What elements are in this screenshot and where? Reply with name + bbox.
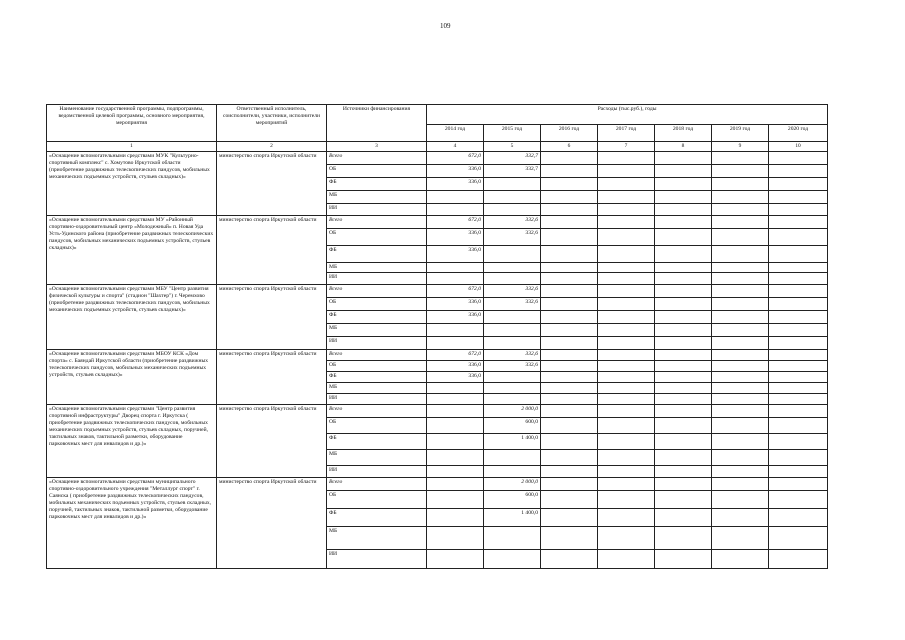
amount-cell-2014 xyxy=(427,417,484,433)
amount-cell-empty xyxy=(541,310,598,323)
amount-cell-empty xyxy=(541,526,598,549)
amount-cell-empty xyxy=(541,360,598,371)
amount-cell-empty xyxy=(712,203,769,215)
funding-source: ИИ xyxy=(327,393,427,404)
amount-cell-empty xyxy=(655,228,712,245)
amount-cell-2014 xyxy=(427,465,484,477)
amount-cell-empty xyxy=(598,203,655,215)
funding-source: ФБ xyxy=(327,508,427,526)
amount-cell-2015: 600,0 xyxy=(484,417,541,433)
amount-cell-2015: 1 400,0 xyxy=(484,508,541,526)
amount-cell-empty xyxy=(541,151,598,164)
amount-cell-2015 xyxy=(484,526,541,549)
table-row xyxy=(47,349,828,360)
page-number: 109 xyxy=(440,22,451,30)
column-index: 5 xyxy=(484,142,541,152)
amount-cell-empty xyxy=(598,404,655,417)
table-row xyxy=(47,151,828,164)
amount-cell-empty xyxy=(598,228,655,245)
funding-source: МБ xyxy=(327,190,427,203)
amount-cell-empty xyxy=(655,262,712,272)
header-year: 2014 год xyxy=(427,125,484,142)
funding-source: ФБ xyxy=(327,245,427,262)
amount-cell-empty xyxy=(655,433,712,449)
amount-cell-empty xyxy=(655,323,712,336)
amount-cell-empty xyxy=(712,433,769,449)
amount-cell-empty xyxy=(655,382,712,393)
amount-cell-empty xyxy=(712,404,769,417)
measure-name: «Оснащение вспомогательными средствами МБОУ КСК «Дом спорта» с. Баяндай Иркутской области (приобретение раздвижных телескопических пандусов, мобильных механических подъемных устройств, стульев складных)» xyxy=(47,349,217,404)
table-row xyxy=(47,477,828,490)
column-index: 9 xyxy=(712,142,769,152)
amount-cell-empty xyxy=(769,228,828,245)
amount-cell-2014: 672,0 xyxy=(427,284,484,297)
amount-cell-empty xyxy=(598,449,655,465)
amount-cell-empty xyxy=(769,490,828,508)
amount-cell-2014 xyxy=(427,272,484,284)
amount-cell-empty xyxy=(769,151,828,164)
amount-cell-empty xyxy=(598,393,655,404)
amount-cell-empty xyxy=(769,349,828,360)
table-row xyxy=(47,284,828,297)
amount-cell-2014 xyxy=(427,549,484,568)
amount-cell-2014 xyxy=(427,404,484,417)
funding-source: МБ xyxy=(327,526,427,549)
amount-cell-2015 xyxy=(484,549,541,568)
funding-source: ФБ xyxy=(327,310,427,323)
amount-cell-2015: 332,6 xyxy=(484,284,541,297)
amount-cell-empty xyxy=(712,336,769,349)
amount-cell-empty xyxy=(769,404,828,417)
amount-cell-empty xyxy=(541,297,598,310)
amount-cell-empty xyxy=(655,284,712,297)
amount-cell-empty xyxy=(769,360,828,371)
amount-cell-empty xyxy=(712,349,769,360)
amount-cell-empty xyxy=(712,215,769,228)
amount-cell-2015: 600,0 xyxy=(484,490,541,508)
amount-cell-empty xyxy=(712,190,769,203)
amount-cell-empty xyxy=(598,297,655,310)
amount-cell-2014 xyxy=(427,433,484,449)
amount-cell-empty xyxy=(598,151,655,164)
amount-cell-empty xyxy=(541,228,598,245)
amount-cell-2014: 336,0 xyxy=(427,245,484,262)
amount-cell-empty xyxy=(769,433,828,449)
amount-cell-2014 xyxy=(427,382,484,393)
column-index: 3 xyxy=(327,142,427,152)
amount-cell-empty xyxy=(712,360,769,371)
header-year: 2015 год xyxy=(484,125,541,142)
amount-cell-2014: 672,0 xyxy=(427,349,484,360)
amount-cell-empty xyxy=(655,549,712,568)
amount-cell-empty xyxy=(598,433,655,449)
funding-source: ОБ xyxy=(327,164,427,177)
amount-cell-2015: 2 000,0 xyxy=(484,404,541,417)
amount-cell-empty xyxy=(655,526,712,549)
amount-cell-empty xyxy=(541,203,598,215)
funding-source: ИИ xyxy=(327,465,427,477)
amount-cell-2015: 332,6 xyxy=(484,215,541,228)
amount-cell-2015: 1 400,0 xyxy=(484,433,541,449)
amount-cell-2015: 332,7 xyxy=(484,164,541,177)
amount-cell-empty xyxy=(769,508,828,526)
amount-cell-empty xyxy=(769,215,828,228)
amount-cell-2014: 336,0 xyxy=(427,360,484,371)
header-year: 2017 год xyxy=(598,125,655,142)
amount-cell-empty xyxy=(598,549,655,568)
amount-cell-2014: 336,0 xyxy=(427,164,484,177)
column-index: 1 xyxy=(47,142,217,152)
amount-cell-empty xyxy=(541,371,598,382)
amount-cell-2014 xyxy=(427,490,484,508)
amount-cell-empty xyxy=(541,549,598,568)
amount-cell-empty xyxy=(712,323,769,336)
funding-source: ИИ xyxy=(327,203,427,215)
amount-cell-2015 xyxy=(484,245,541,262)
amount-cell-empty xyxy=(769,284,828,297)
amount-cell-empty xyxy=(712,382,769,393)
amount-cell-empty xyxy=(655,215,712,228)
amount-cell-empty xyxy=(541,382,598,393)
header-year: 2020 год xyxy=(769,125,828,142)
amount-cell-empty xyxy=(769,164,828,177)
amount-cell-2015 xyxy=(484,323,541,336)
amount-cell-empty xyxy=(769,323,828,336)
funding-source: ОБ xyxy=(327,228,427,245)
amount-cell-empty xyxy=(769,393,828,404)
responsible-executor: министерство спорта Иркутской области xyxy=(217,477,327,568)
amount-cell-empty xyxy=(541,404,598,417)
header-year: 2016 год xyxy=(541,125,598,142)
funding-source: МБ xyxy=(327,382,427,393)
amount-cell-2015 xyxy=(484,203,541,215)
column-index: 10 xyxy=(769,142,828,152)
amount-cell-2014 xyxy=(427,526,484,549)
amount-cell-empty xyxy=(541,349,598,360)
amount-cell-empty xyxy=(712,262,769,272)
amount-cell-empty xyxy=(712,371,769,382)
header-name: Наименование государственной программы, подпрограммы, ведомственной целевой программы, основного мероприятия, мероприятия xyxy=(47,105,217,142)
amount-cell-empty xyxy=(541,190,598,203)
amount-cell-empty xyxy=(598,360,655,371)
amount-cell-empty xyxy=(598,177,655,190)
amount-cell-empty xyxy=(655,272,712,284)
amount-cell-2015 xyxy=(484,177,541,190)
amount-cell-empty xyxy=(541,284,598,297)
header-year: 2019 год xyxy=(712,125,769,142)
amount-cell-empty xyxy=(712,297,769,310)
amount-cell-empty xyxy=(541,336,598,349)
amount-cell-2014 xyxy=(427,262,484,272)
amount-cell-empty xyxy=(769,336,828,349)
amount-cell-empty xyxy=(712,164,769,177)
amount-cell-2014: 336,0 xyxy=(427,310,484,323)
expenses-table xyxy=(46,104,828,569)
amount-cell-empty xyxy=(769,245,828,262)
amount-cell-2014: 672,0 xyxy=(427,151,484,164)
funding-source: Всего xyxy=(327,404,427,417)
amount-cell-empty xyxy=(712,549,769,568)
amount-cell-empty xyxy=(655,177,712,190)
amount-cell-empty xyxy=(598,490,655,508)
amount-cell-2014: 336,0 xyxy=(427,228,484,245)
amount-cell-empty xyxy=(598,215,655,228)
amount-cell-empty xyxy=(712,310,769,323)
responsible-executor: министерство спорта Иркутской области xyxy=(217,404,327,477)
amount-cell-empty xyxy=(655,371,712,382)
amount-cell-empty xyxy=(541,272,598,284)
responsible-executor: министерство спорта Иркутской области xyxy=(217,215,327,284)
table-row xyxy=(47,215,828,228)
amount-cell-empty xyxy=(655,349,712,360)
funding-source: ИИ xyxy=(327,272,427,284)
column-index: 2 xyxy=(217,142,327,152)
amount-cell-empty xyxy=(712,490,769,508)
amount-cell-2015: 332,6 xyxy=(484,349,541,360)
amount-cell-2014: 336,0 xyxy=(427,297,484,310)
amount-cell-2014: 336,0 xyxy=(427,371,484,382)
funding-source: МБ xyxy=(327,449,427,465)
table-row xyxy=(47,404,828,417)
measure-name: «Оснащение вспомогательными средствами МУ «Районный спортивно-оздоровительный центр «Молодежный» п. Новая Уда Усть-Удинского района (приобретение раздвижных телескопических пандусов, мобильных механических подъемных устройств, стульев складных)» xyxy=(47,215,217,284)
amount-cell-empty xyxy=(769,297,828,310)
amount-cell-empty xyxy=(541,433,598,449)
amount-cell-empty xyxy=(541,215,598,228)
amount-cell-empty xyxy=(655,404,712,417)
amount-cell-empty xyxy=(541,262,598,272)
funding-source: Всего xyxy=(327,151,427,164)
amount-cell-empty xyxy=(655,151,712,164)
amount-cell-empty xyxy=(655,393,712,404)
header-expenses: Расходы (тыс.руб.), годы xyxy=(427,105,828,125)
funding-source: Всего xyxy=(327,349,427,360)
amount-cell-empty xyxy=(712,151,769,164)
amount-cell-2015 xyxy=(484,262,541,272)
amount-cell-2015: 332,6 xyxy=(484,228,541,245)
amount-cell-empty xyxy=(541,245,598,262)
amount-cell-empty xyxy=(712,284,769,297)
amount-cell-empty xyxy=(712,465,769,477)
amount-cell-empty xyxy=(712,449,769,465)
amount-cell-empty xyxy=(769,177,828,190)
amount-cell-2014 xyxy=(427,477,484,490)
amount-cell-2015: 332,7 xyxy=(484,151,541,164)
amount-cell-empty xyxy=(598,245,655,262)
amount-cell-2014 xyxy=(427,203,484,215)
column-index: 7 xyxy=(598,142,655,152)
column-index: 6 xyxy=(541,142,598,152)
amount-cell-empty xyxy=(712,393,769,404)
measure-name: «Оснащение вспомогательными средствами "Центр развития спортивной инфраструктуры" Дворец спорта г. Иркутска ( приобретение раздвижных телескопических пандусов, мобильных механических подъемных устройств, стульев складных, поручней, тактильных знаков, тактильной разметки, оборудование парковочных мест для инвалидов и др.)» xyxy=(47,404,217,477)
amount-cell-2015 xyxy=(484,465,541,477)
funding-source: МБ xyxy=(327,323,427,336)
funding-source: ФБ xyxy=(327,371,427,382)
amount-cell-empty xyxy=(712,508,769,526)
amount-cell-empty xyxy=(769,382,828,393)
amount-cell-empty xyxy=(598,382,655,393)
funding-source: ФБ xyxy=(327,177,427,190)
responsible-executor: министерство спорта Иркутской области xyxy=(217,284,327,349)
amount-cell-empty xyxy=(712,245,769,262)
amount-cell-empty xyxy=(712,177,769,190)
amount-cell-2014 xyxy=(427,190,484,203)
amount-cell-empty xyxy=(655,417,712,433)
amount-cell-2015 xyxy=(484,393,541,404)
amount-cell-empty xyxy=(541,465,598,477)
amount-cell-empty xyxy=(712,228,769,245)
amount-cell-empty xyxy=(598,323,655,336)
amount-cell-2015: 332,6 xyxy=(484,360,541,371)
amount-cell-empty xyxy=(769,262,828,272)
amount-cell-2014 xyxy=(427,336,484,349)
measure-name: «Оснащение вспомогательными средствами муниципального спортивно-оздоровительного учреждения "Металлург спорт" г. Саянска ( приобретение раздвижных телескопических пандусов, мобильных механических подъемных устройств, стульев складных, поручней, тактильных знаков, тактильной разметки, оборудование парковочных мест для инвалидов и др.)» xyxy=(47,477,217,568)
amount-cell-empty xyxy=(598,508,655,526)
measure-name: «Оснащение вспомогательными средствами МБУ "Центр развития физической культуры и спорта" (стадион "Шахтер") г. Черемхово (приобретение раздвижных телескопических пандусов, мобильных механических подъемных устройств, стульев складных)» xyxy=(47,284,217,349)
amount-cell-empty xyxy=(598,336,655,349)
amount-cell-empty xyxy=(712,526,769,549)
amount-cell-empty xyxy=(769,465,828,477)
amount-cell-empty xyxy=(598,477,655,490)
funding-source: Всего xyxy=(327,215,427,228)
amount-cell-empty xyxy=(655,310,712,323)
amount-cell-2014: 336,0 xyxy=(427,177,484,190)
amount-cell-empty xyxy=(598,190,655,203)
funding-source: Всего xyxy=(327,284,427,297)
amount-cell-2014 xyxy=(427,393,484,404)
amount-cell-empty xyxy=(655,465,712,477)
amount-cell-2015: 2 000,0 xyxy=(484,477,541,490)
amount-cell-empty xyxy=(769,310,828,323)
amount-cell-2015 xyxy=(484,371,541,382)
amount-cell-empty xyxy=(712,272,769,284)
amount-cell-empty xyxy=(655,190,712,203)
amount-cell-empty xyxy=(598,349,655,360)
amount-cell-empty xyxy=(769,526,828,549)
amount-cell-2015 xyxy=(484,336,541,349)
amount-cell-empty xyxy=(541,417,598,433)
amount-cell-empty xyxy=(541,490,598,508)
amount-cell-empty xyxy=(598,371,655,382)
amount-cell-empty xyxy=(541,393,598,404)
amount-cell-empty xyxy=(598,310,655,323)
amount-cell-empty xyxy=(598,164,655,177)
header-source: Источники финансирования xyxy=(327,105,427,142)
amount-cell-empty xyxy=(541,177,598,190)
amount-cell-empty xyxy=(655,164,712,177)
amount-cell-2014: 672,0 xyxy=(427,215,484,228)
funding-source: ОБ xyxy=(327,490,427,508)
measure-name: «Оснащение вспомогательными средствами МУК "Культурно-спортивный комплекс" с. Хомутово Иркутской области (приобретение раздвижных телескопических пандусов, мобильных механических подъемных устройств, стульев складных)» xyxy=(47,151,217,215)
funding-source: ОБ xyxy=(327,360,427,371)
funding-source: ФБ xyxy=(327,433,427,449)
amount-cell-empty xyxy=(769,477,828,490)
amount-cell-2014 xyxy=(427,449,484,465)
column-index: 4 xyxy=(427,142,484,152)
amount-cell-empty xyxy=(541,449,598,465)
amount-cell-empty xyxy=(769,203,828,215)
amount-cell-empty xyxy=(598,526,655,549)
funding-source: ИИ xyxy=(327,549,427,568)
amount-cell-empty xyxy=(655,245,712,262)
amount-cell-2014 xyxy=(427,508,484,526)
amount-cell-empty xyxy=(541,164,598,177)
amount-cell-empty xyxy=(598,284,655,297)
amount-cell-2015 xyxy=(484,310,541,323)
header-responsible: Ответственный исполнитель, соисполнители, участники, исполнители мероприятий xyxy=(217,105,327,142)
amount-cell-empty xyxy=(655,297,712,310)
amount-cell-empty xyxy=(541,477,598,490)
amount-cell-empty xyxy=(769,417,828,433)
amount-cell-2015: 332,6 xyxy=(484,297,541,310)
amount-cell-empty xyxy=(655,508,712,526)
amount-cell-2015 xyxy=(484,272,541,284)
amount-cell-empty xyxy=(598,417,655,433)
table-body xyxy=(47,151,828,568)
funding-source: ИИ xyxy=(327,336,427,349)
amount-cell-empty xyxy=(655,336,712,349)
amount-cell-empty xyxy=(598,262,655,272)
amount-cell-2015 xyxy=(484,190,541,203)
column-index: 8 xyxy=(655,142,712,152)
amount-cell-empty xyxy=(712,477,769,490)
amount-cell-empty xyxy=(541,508,598,526)
responsible-executor: министерство спорта Иркутской области xyxy=(217,349,327,404)
header-year: 2018 год xyxy=(655,125,712,142)
amount-cell-empty xyxy=(655,203,712,215)
amount-cell-empty xyxy=(541,323,598,336)
amount-cell-2014 xyxy=(427,323,484,336)
amount-cell-empty xyxy=(712,417,769,433)
amount-cell-empty xyxy=(655,360,712,371)
amount-cell-empty xyxy=(598,465,655,477)
amount-cell-empty xyxy=(655,490,712,508)
amount-cell-empty xyxy=(769,272,828,284)
funding-source: ОБ xyxy=(327,297,427,310)
amount-cell-empty xyxy=(769,449,828,465)
responsible-executor: министерство спорта Иркутской области xyxy=(217,151,327,215)
amount-cell-empty xyxy=(769,190,828,203)
funding-source: Всего xyxy=(327,477,427,490)
amount-cell-empty xyxy=(598,272,655,284)
amount-cell-2015 xyxy=(484,449,541,465)
amount-cell-empty xyxy=(769,371,828,382)
funding-source: ОБ xyxy=(327,417,427,433)
amount-cell-empty xyxy=(655,449,712,465)
amount-cell-2015 xyxy=(484,382,541,393)
funding-source: МБ xyxy=(327,262,427,272)
amount-cell-empty xyxy=(655,477,712,490)
amount-cell-empty xyxy=(769,549,828,568)
